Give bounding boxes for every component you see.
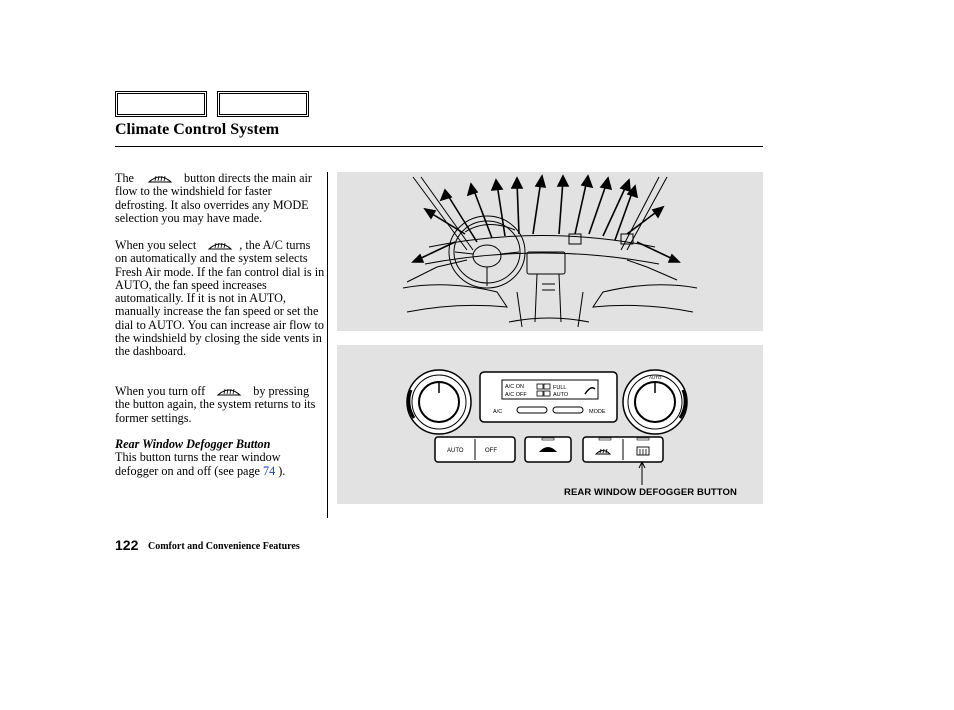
interior-airflow-illustration <box>337 172 763 331</box>
control-panel-illustration <box>337 345 763 504</box>
defrost-icon <box>147 172 173 183</box>
column-divider <box>327 172 328 518</box>
mode-button[interactable] <box>553 407 583 413</box>
display-auto: AUTO <box>553 392 569 398</box>
callout-label: REAR WINDOW DEFOGGER BUTTON <box>564 487 737 498</box>
section-name: Comfort and Convenience Features <box>148 541 300 552</box>
dial-auto-label: AUTO <box>649 375 662 380</box>
page-title: Climate Control System <box>115 121 280 138</box>
defrost-icon <box>207 239 233 250</box>
display-ac-off: A/C OFF <box>505 392 527 398</box>
paragraph-text: , the A/C turns on automatically and the system selects Fresh Air mode. If the fan control dial is in AUTO, the fan speed increases automatically. If it is not in AUTO, manually increase the fan speed or set the dial to AUTO. You can increase air flow to the windshield by closing the side vents in the dashboard. <box>115 238 325 359</box>
paragraph-text: ). <box>278 463 286 478</box>
section-rear-defogger <box>115 438 325 478</box>
paragraph-select <box>115 239 325 359</box>
paragraph-turn-off <box>115 385 325 425</box>
header-tab-left[interactable] <box>115 91 207 117</box>
paragraph-text: This button turns the rear window defogger on and off (see page <box>115 450 281 478</box>
temperature-dial[interactable] <box>623 370 687 434</box>
paragraph-text: When you select <box>115 238 197 252</box>
paragraph-defrost <box>115 172 325 225</box>
page-number: 122 <box>115 537 139 553</box>
ac-label: A/C <box>493 409 503 415</box>
mode-label: MODE <box>589 409 606 415</box>
subheading: Rear Window Defogger Button <box>115 437 271 451</box>
paragraph-text: When you turn off <box>115 384 206 398</box>
page-link[interactable]: 74 <box>263 463 276 478</box>
fan-control-dial[interactable] <box>407 370 471 434</box>
paragraph-text: button directs the main air flow to the windshield for faster defrosting. It also overrides any MODE selection you may have made. <box>115 171 312 225</box>
off-button[interactable]: OFF <box>485 448 497 454</box>
header-tab-right[interactable] <box>217 91 309 117</box>
display-full: FULL <box>553 385 567 391</box>
ac-button[interactable] <box>517 407 547 413</box>
display-ac-on: A/C ON <box>505 384 524 390</box>
auto-button[interactable]: AUTO <box>447 448 464 454</box>
paragraph-text: by pressing the button again, the system returns to its former settings. <box>115 384 316 425</box>
defrost-icon <box>216 385 242 396</box>
title-rule <box>115 146 763 147</box>
paragraph-text: The <box>115 171 134 185</box>
